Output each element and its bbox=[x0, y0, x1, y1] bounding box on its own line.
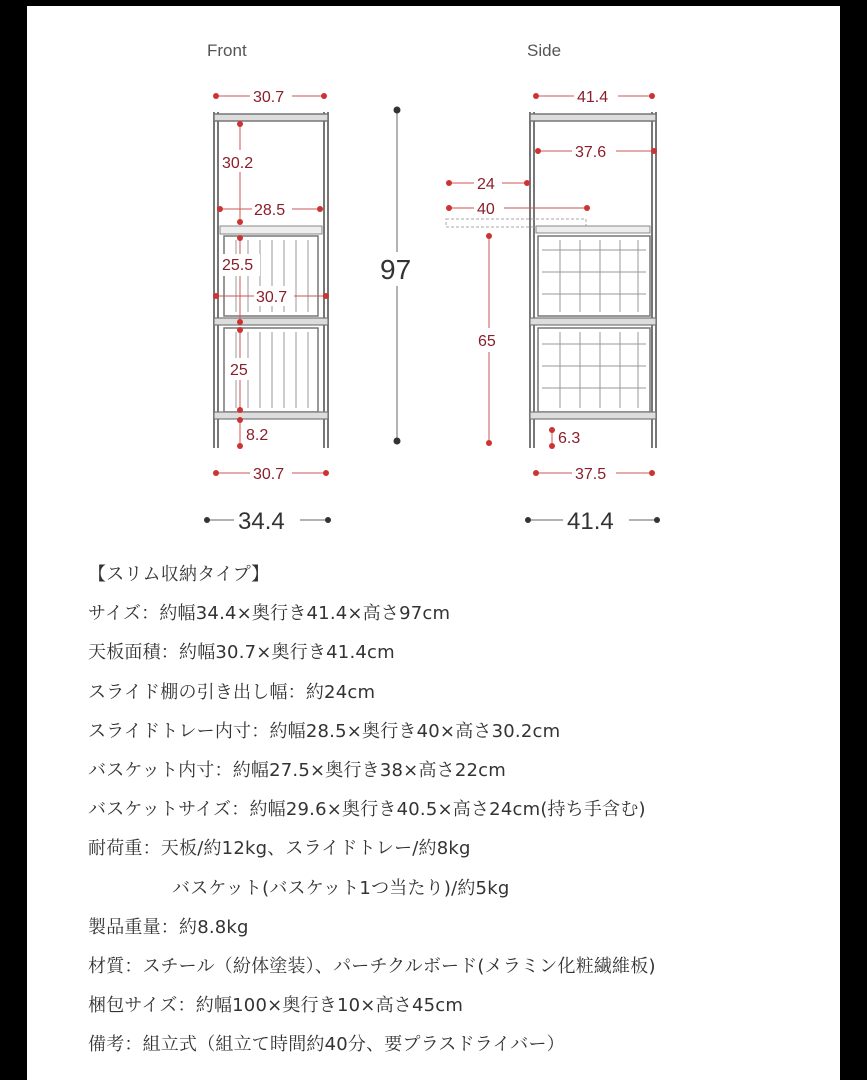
spec-basket-inner: バスケット内寸：約幅27.5×奥行き38×高さ22cm bbox=[88, 759, 506, 781]
dim-side-overall-depth: 41.4 bbox=[567, 508, 614, 535]
spec-basket-size: バスケットサイズ：約幅29.6×奥行き40.5×高さ24cm(持ち手含む) bbox=[88, 799, 646, 821]
front-view-label: Front bbox=[207, 41, 247, 60]
spec-heading: 【スリム収納タイプ】 bbox=[88, 564, 270, 585]
spec-weight: 製品重量：約8.8kg bbox=[88, 916, 249, 938]
dim-side-tray-height: 65 bbox=[478, 333, 496, 350]
dim-front-basket2-height: 25 bbox=[230, 362, 248, 379]
dim-side-slide-out: 24 bbox=[477, 176, 495, 193]
dim-front-tray-width: 28.5 bbox=[254, 202, 286, 219]
dim-side-upper-depth: 37.6 bbox=[575, 144, 607, 161]
spec-size: サイズ：約幅34.4×奥行き41.4×高さ97cm bbox=[88, 603, 451, 625]
spec-notes: 備考：組立式（組立て時間約40分、要プラスドライバー） bbox=[88, 1034, 565, 1056]
dim-side-bottom-depth: 37.5 bbox=[575, 466, 607, 483]
dim-front-inner-width: 30.7 bbox=[256, 289, 288, 306]
dim-front-top-width: 30.7 bbox=[253, 89, 285, 106]
spec-package-size: 梱包サイズ：約幅100×奥行き10×高さ45cm bbox=[88, 995, 464, 1017]
dim-side-top-depth: 41.4 bbox=[577, 89, 609, 106]
spec-material: 材質：スチール（紛体塗装）、パーチクルボード(メラミン化粧繊維板) bbox=[88, 955, 656, 977]
spec-top-area: 天板面積：約幅30.7×奥行き41.4cm bbox=[88, 642, 395, 664]
dim-side-leg-height: 6.3 bbox=[558, 430, 581, 447]
dim-front-overall-width: 34.4 bbox=[238, 508, 285, 535]
spec-load-capacity-basket: バスケット(バスケット1つ当たり)/約5kg bbox=[172, 877, 510, 899]
side-view-label: Side bbox=[527, 41, 562, 60]
dim-front-leg-height: 8.2 bbox=[246, 427, 269, 444]
dim-front-upper-height: 30.2 bbox=[222, 155, 254, 172]
spec-load-capacity: 耐荷重：天板/約12kg、スライドトレー/約8kg bbox=[88, 838, 471, 860]
dim-front-bottom-width: 30.7 bbox=[253, 466, 285, 483]
dim-side-tray-depth: 40 bbox=[477, 201, 495, 218]
dim-front-basket1-height: 25.5 bbox=[222, 257, 254, 274]
side-view-drawing bbox=[446, 86, 660, 535]
spec-slide-width: スライド棚の引き出し幅：約24cm bbox=[88, 681, 376, 703]
dim-overall-height: 97 bbox=[380, 254, 412, 285]
spec-tray-inner: スライドトレー内寸：約幅28.5×奥行き40×高さ30.2cm bbox=[88, 720, 561, 742]
spec-list bbox=[88, 555, 828, 1064]
